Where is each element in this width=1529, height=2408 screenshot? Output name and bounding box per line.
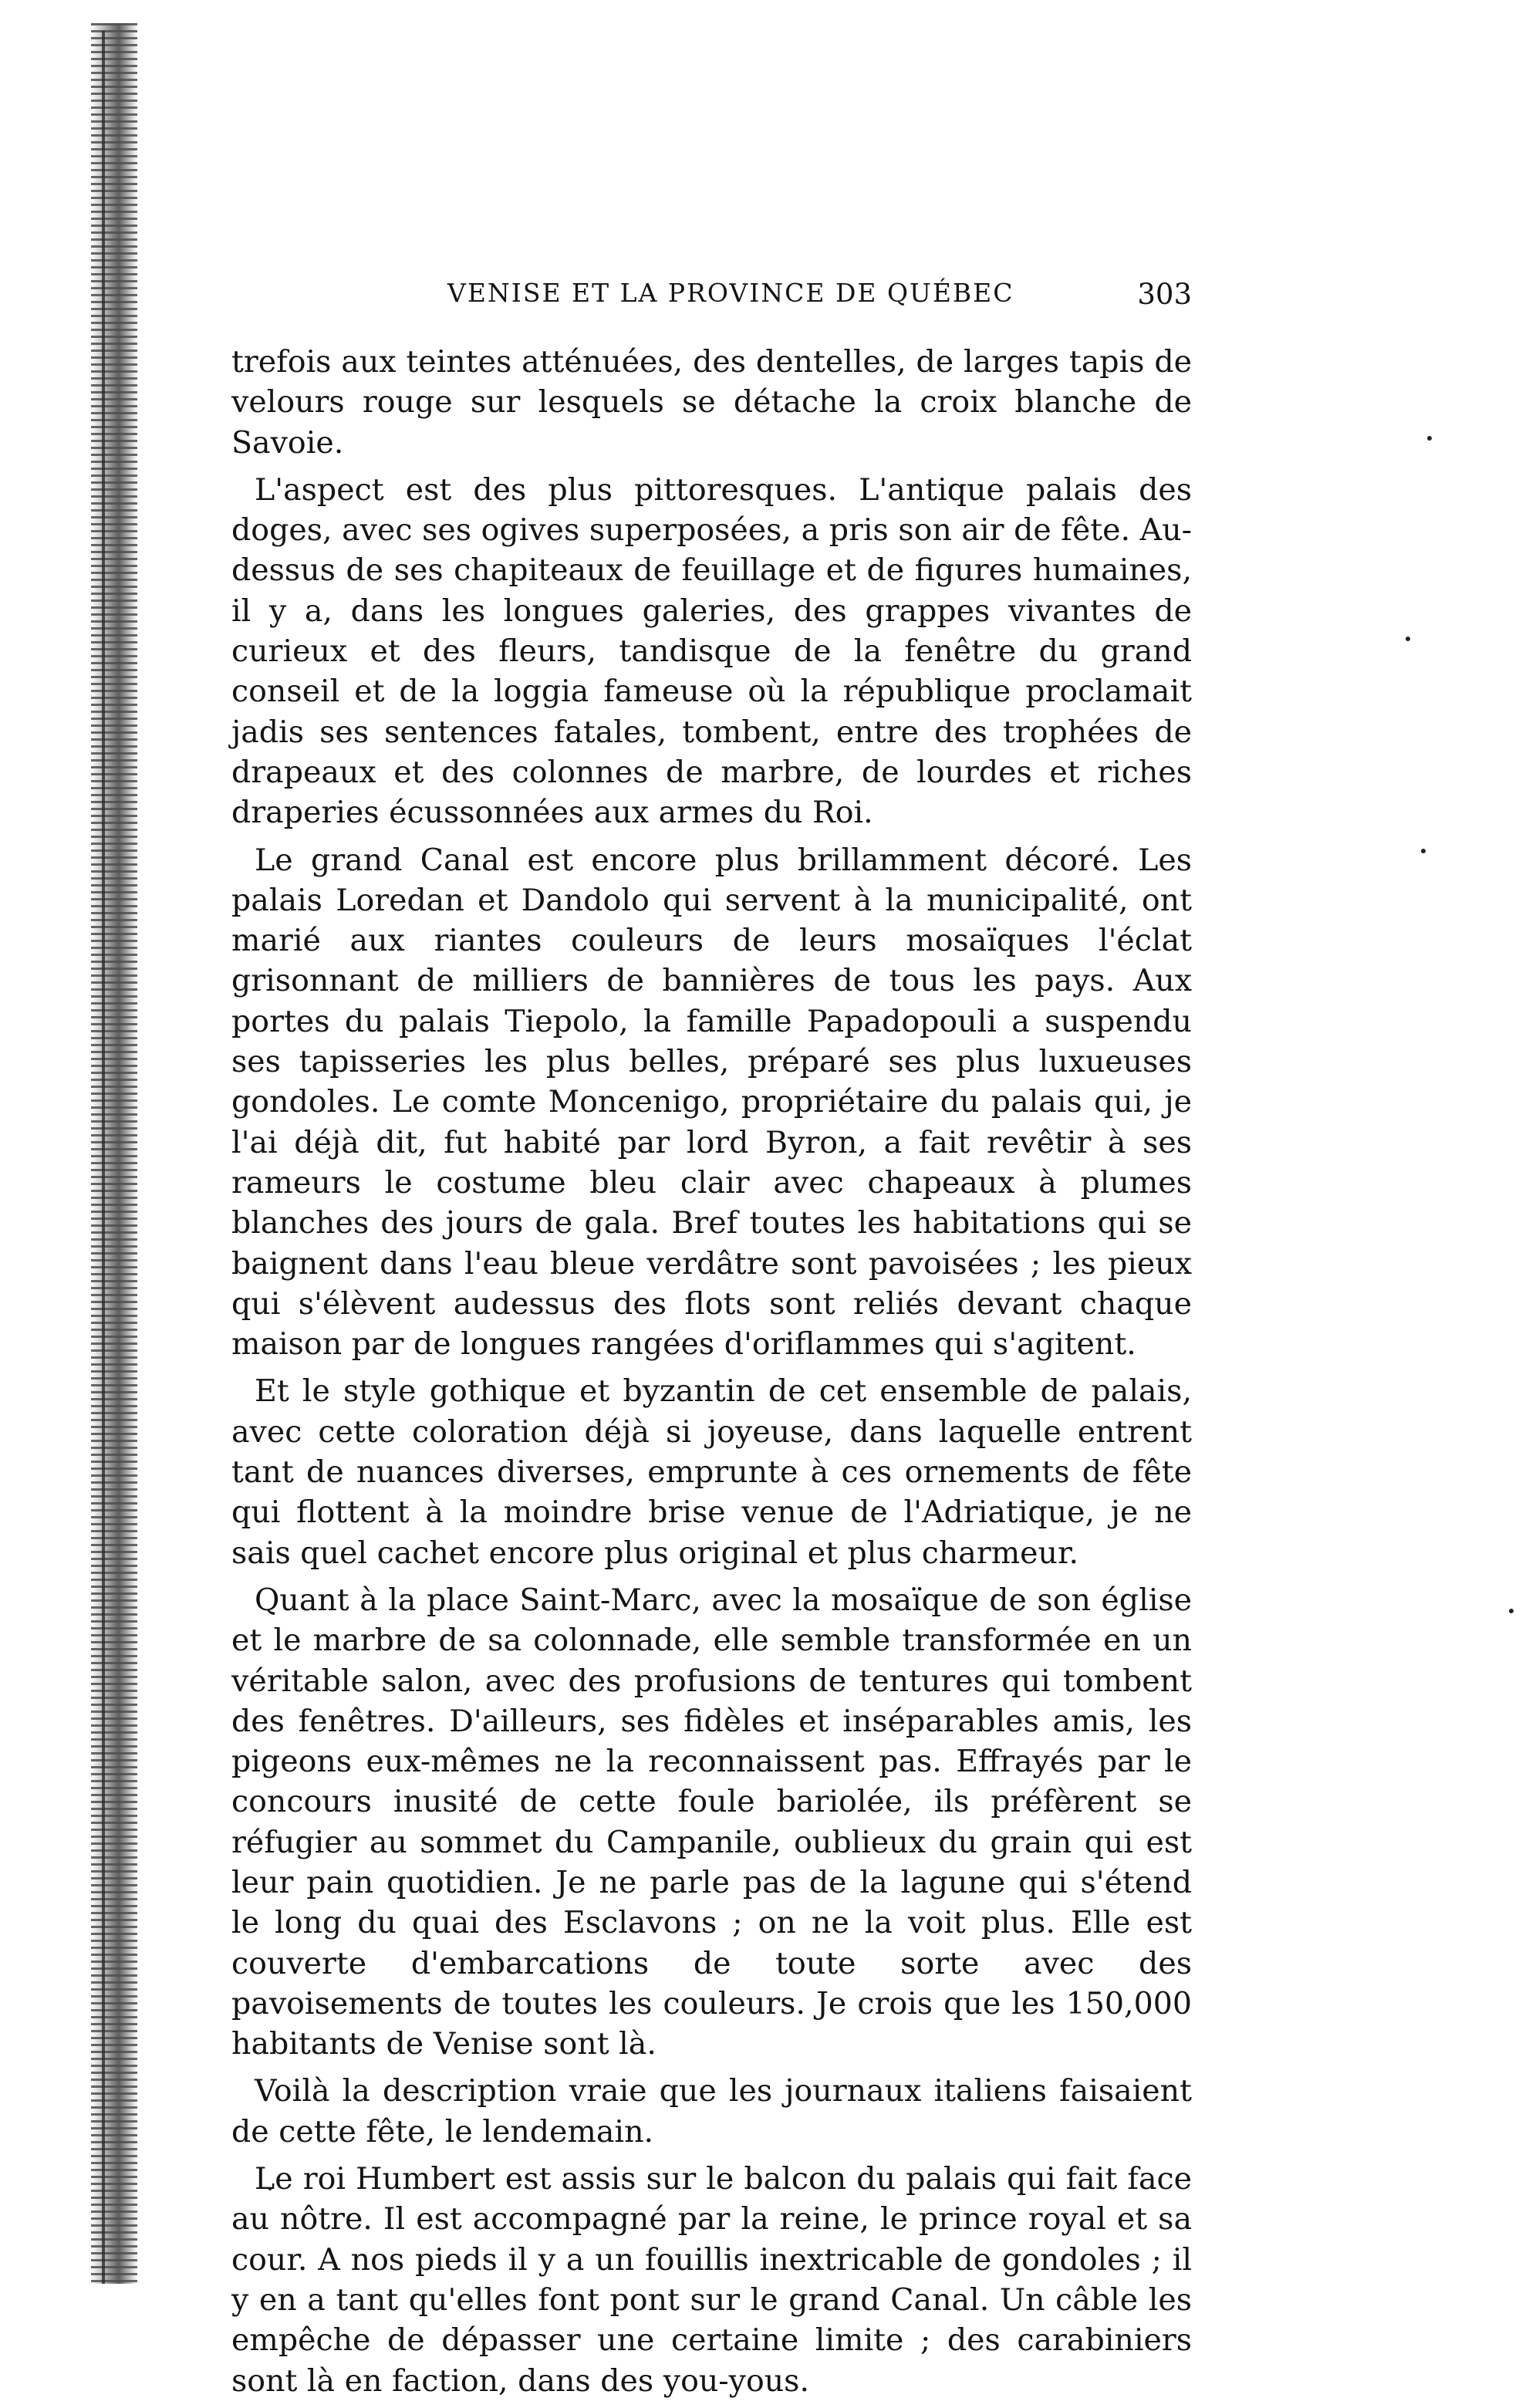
paragraph: L'aspect est des plus pittoresques. L'antique palais des doges, avec ses ogives superposées, a pris son air de fête. Au-dessus de ses chapiteaux de feuillage et de figures humaines, il y a, dans les longues galeries, des grappes vivantes de curieux et des fleurs, tandisque de la fenêtre du grand conseil et de la loggia fameuse où la république proclamait jadis ses sentences fatales, tombent, entre des trophées de drapeaux et des colonnes de marbre, de lourdes et riches draperies écussonnées aux armes du Roi. (231, 471, 1192, 831)
running-head (231, 278, 1192, 316)
scan-speck (1509, 1609, 1514, 1613)
scan-speck (1406, 637, 1410, 641)
paragraph: Voilà la description vraie que les journaux italiens faisaient de cette fête, le lendemain. (231, 2073, 1192, 2150)
scan-binding-edge (91, 23, 137, 2284)
running-title: VENISE ET LA PROVINCE DE QUÉBEC (447, 278, 1014, 308)
scan-binding-line (102, 31, 105, 2284)
page-number: 303 (1137, 278, 1192, 311)
scan-speck (1427, 436, 1432, 441)
paragraph: Et le style gothique et byzantin de cet ensemble de palais, avec cette coloration déjà si joyeuse, dans laquelle entrent tant de nuances diverses, emprunte à ces ornements de fête qui flottent à la moindre brise venue de l'Adriatique, je ne sais quel cachet encore plus original et plus charmeur. (231, 1373, 1192, 1571)
paragraph: Quant à la place Saint-Marc, avec la mosaïque de son église et le marbre de sa colonnade, elle semble transformée en un véritable salon, avec des profusions de tentures qui tombent des fenêtres. D'ailleurs, ses fidèles et inséparables amis, les pigeons eux-mêmes ne la reconnaissent pas. Effrayés par le concours inusité de cette foule bariolée, ils préfèrent se réfugier au sommet du Campanile, oublieux du grain qui est leur pain quotidien. Je ne parle pas de la lagune qui s'étend le long du quai des Esclavons ; on ne la voit plus. Elle est couverte d'embarcations de toute sorte avec des pavoisements de toutes les couleurs. Je crois que les 150,000 habitants de Venise sont là. (231, 1582, 1192, 2062)
paragraph: trefois aux teintes atténuées, des dentelles, de larges tapis de velours rouge sur lesquels se détache la croix blanche de Savoie. (231, 344, 1192, 461)
scan-speck (1421, 849, 1426, 853)
paragraph: Le grand Canal est encore plus brillamment décoré. Les palais Loredan et Dandolo qui servent à la municipalité, ont marié aux riantes couleurs de leurs mosaïques l'éclat grisonnant de milliers de bannières de tous les pays. Aux portes du palais Tiepolo, la famille Papadopouli a suspendu ses tapisseries les plus belles, préparé ses plus luxueuses gondoles. Le comte Moncenigo, propriétaire du palais qui, je l'ai déjà dit, fut habité par lord Byron, a fait revêtir à ses rameurs le costume bleu clair avec chapeaux à plumes blanches des jours de gala. Bref toutes les habitations qui se baignent dans l'eau bleue verdâtre sont pavoisées ; les pieux qui s'élèvent audessus des flots sont reliés devant chaque maison par de longues rangées d'oriflammes qui s'agitent. (231, 842, 1192, 1363)
body-text (231, 342, 1192, 2408)
paragraph: Le roi Humbert est assis sur le balcon du palais qui fait face au nôtre. Il est accompagné par la reine, le prince royal et sa cour. A nos pieds il y a un fouillis inextricable de gondoles ; il y en a tant qu'elles font pont sur le grand Canal. Un câble les empêche de dépasser une certaine limite ; des carabiniers sont là en faction, dans des you-yous. (231, 2161, 1192, 2399)
